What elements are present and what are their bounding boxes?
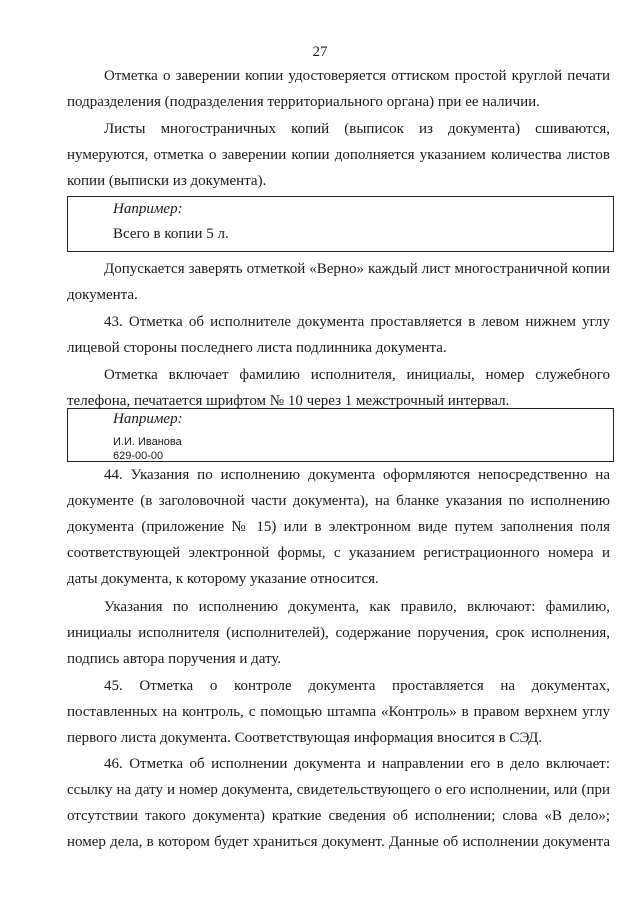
example-text: Всего в копии 5 л.	[113, 226, 229, 242]
paragraph-line: 43. Отметка об исполнителе документа проставляется в левом нижнем углу	[104, 314, 610, 330]
page-number: 27	[312, 44, 328, 60]
paragraph-line: копии (выписки из документа).	[67, 173, 267, 189]
paragraph-line: отсутствии такого документа) краткие сведения об исполнении; слова «В дело»;	[67, 808, 610, 824]
paragraph-line: 45. Отметка о контроле документа проставляется на документах,	[104, 678, 610, 694]
example-phone: 629-00-00	[113, 450, 164, 462]
paragraph-line: номер дела, в котором будет храниться документ. Данные об исполнении документа	[67, 834, 610, 850]
paragraph-line: Листы многостраничных копий (выписок из документа) сшиваются,	[104, 121, 610, 137]
paragraph-line: 46. Отметка об исполнении документа и направлении его в дело включает:	[104, 756, 610, 772]
paragraph-line: Отметка о заверении копии удостоверяется оттиском простой круглой печати	[104, 68, 610, 84]
paragraph-line: документа.	[67, 287, 138, 303]
paragraph-line: поставленных на контроль, с помощью штампа «Контроль» в правом верхнем углу	[67, 704, 610, 720]
paragraph-line: подразделения (подразделения территориального органа) при ее наличии.	[67, 94, 540, 110]
paragraph-line: документе (в заголовочной части документа), на бланке указания по исполнению	[67, 493, 610, 509]
paragraph-line: нумеруются, отметка о заверении копии дополняется указанием количества листов	[67, 147, 610, 163]
paragraph-line: документа (приложение № 15) или в электронном виде путем заполнения поля	[67, 519, 610, 535]
paragraph-line: подпись автора поручения и дату.	[67, 651, 282, 667]
paragraph-line: Допускается заверять отметкой «Верно» каждый лист многостраничной копии	[104, 261, 610, 277]
paragraph-line: лицевой стороны последнего листа подлинника документа.	[67, 340, 447, 356]
paragraph-line: даты документа, к которому указание относится.	[67, 571, 379, 587]
paragraph-line: соответствующей электронной формы, с указанием регистрационного номера и	[67, 545, 610, 561]
paragraph-line: 44. Указания по исполнению документа оформляются непосредственно на	[104, 467, 610, 483]
example-box	[67, 408, 614, 462]
paragraph-line: первого листа документа. Соответствующая информация вносится в СЭД.	[67, 730, 543, 746]
example-name: И.И. Иванова	[113, 436, 182, 448]
example-label: Например:	[113, 411, 183, 427]
paragraph-line: инициалы исполнителя (исполнителей), содержание поручения, срок исполнения,	[67, 625, 610, 641]
example-box	[67, 196, 614, 252]
paragraph-line: ссылку на дату и номер документа, свидетельствующего о его исполнении, или (при	[67, 782, 610, 798]
example-label: Например:	[113, 201, 183, 217]
paragraph-line: телефона, печатается шрифтом № 10 через 1 межстрочный интервал.	[67, 393, 510, 409]
paragraph-line: Указания по исполнению документа, как правило, включают: фамилию,	[104, 599, 610, 615]
paragraph-line: Отметка включает фамилию исполнителя, инициалы, номер служебного	[104, 367, 610, 383]
